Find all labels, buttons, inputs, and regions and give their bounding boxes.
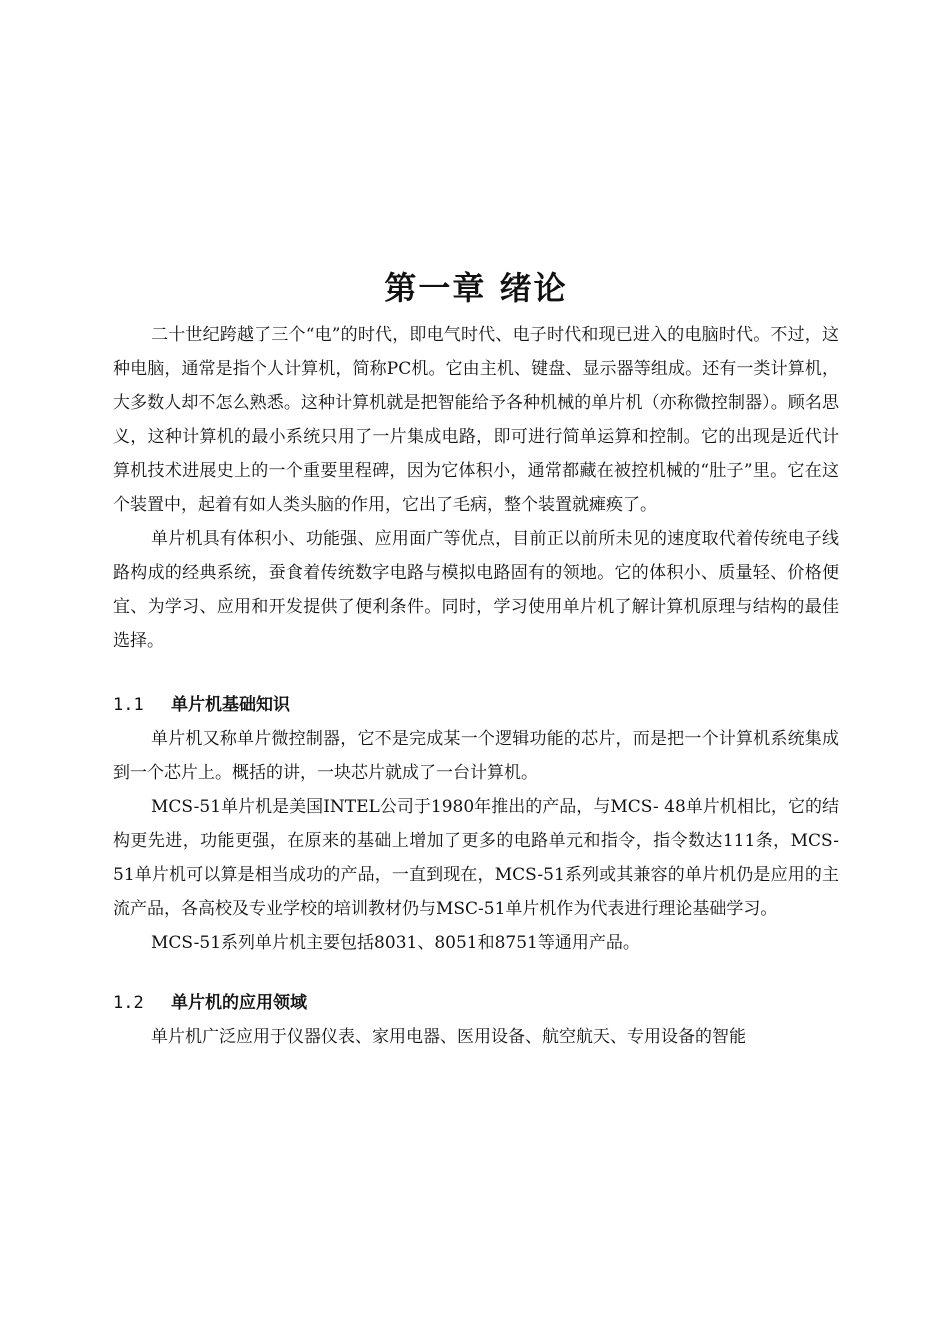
chapter-title: 第一章 绪论 (384, 269, 568, 307)
spacer (113, 658, 839, 688)
paragraph: 单片机又称单片微控制器，它不是完成某一个逻辑功能的芯片，而是把一个计算机系统集成到一个芯片上。概括的讲，一块芯片就成了一台计算机。 (113, 729, 839, 783)
section-number: 1.2 (113, 993, 144, 1013)
section-title: 单片机的应用领域 (171, 993, 307, 1013)
section-title: 单片机基础知识 (171, 695, 290, 715)
paragraph: 单片机具有体积小、功能强、应用面广等优点，目前正以前所未见的速度取代着传统电子线路构成的经典系统，蚕食着传统数字电路与模拟电路固有的领地。它的体积小、质量轻、价格便宜、为学习、应用和开发提供了便利条件。同时，学习使用单片机了解计算机原理与结构的最佳选择。 (113, 529, 839, 651)
section-heading-1-2 (113, 986, 839, 1020)
section-number: 1.1 (113, 695, 144, 715)
spacer (113, 960, 839, 986)
paragraph: 二十世纪跨越了三个“电”的时代，即电气时代、电子时代和现已进入的电脑时代。不过，这种电脑，通常是指个人计算机，简称PC机。它由主机、键盘、显示器等组成。还有一类计算机，大多数人却不怎么熟悉。这种计算机就是把智能给予各种机械的单片机（亦称微控制器）。顾名思义，这种计算机的最小系统只用了一片集成电路，即可进行简单运算和控制。它的出现是近代计算机技术进展史上的一个重要里程碑，因为它体积小，通常都藏在被控机械的“肚子”里。它在这个装置中，起着有如人类头脑的作用，它出了毛病，整个装置就瘫痪了。 (113, 325, 839, 515)
section-heading-1-1 (113, 688, 839, 722)
paragraph: MCS-51系列单片机主要包括8031、8051和8751等通用产品。 (151, 933, 640, 953)
paragraph: 单片机广泛应用于仪器仪表、家用电器、医用设备、航空航天、专用设备的智能 (151, 1027, 746, 1047)
page-content (113, 264, 839, 1054)
paragraph: MCS-51单片机是美国INTEL公司于1980年推出的产品，与MCS- 48单片机相比，它的结构更先进，功能更强，在原来的基础上增加了更多的电路单元和指令，指令数达111条，MCS-51单片机可以算是相当成功的产品，一直到现在，MCS-51系列或其兼容的单片机仍是应用的主流产品，各高校及专业学校的培训教材仍与MSC-51单片机作为代表进行理论基础学习。 (113, 797, 839, 919)
